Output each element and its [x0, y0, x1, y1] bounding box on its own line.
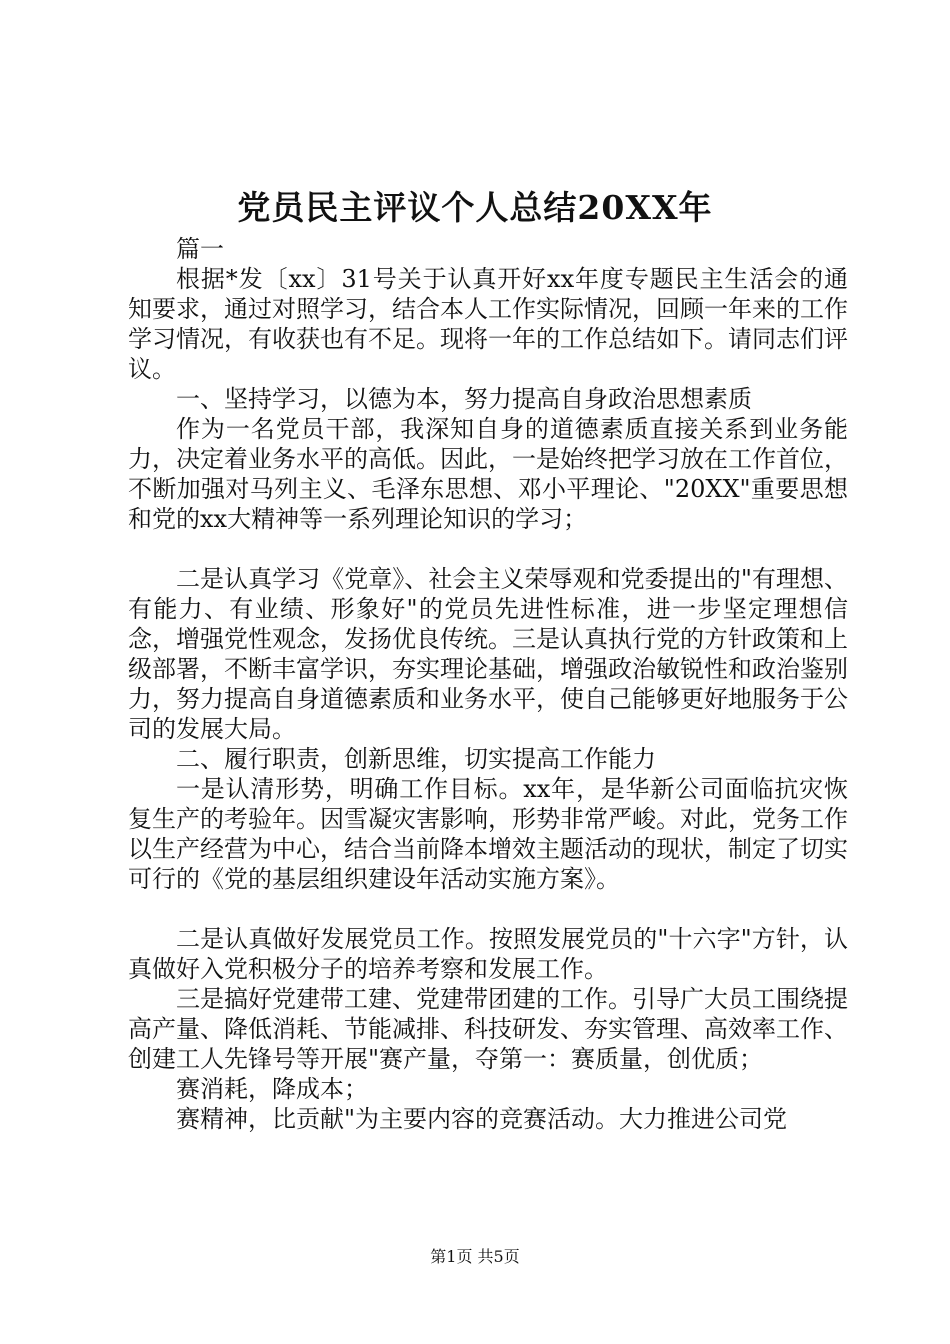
body-paragraph: 二是认真做好发展党员工作。按照发展党员的"十六字"方针，认真做好入党积极分子的培养考察和发展工作。 [128, 925, 848, 983]
body-paragraph: 一是认清形势，明确工作目标。xx年，是华新公司面临抗灾恢复生产的考验年。因雪凝灾害影响，形势非常严峻。对此，党务工作以生产经营为中心，结合当前降本增效主题活动的现状，制定了切实可行的《党的基层组织建设年活动实施方案》。 [128, 775, 848, 893]
body-paragraph: 赛消耗，降成本； [176, 1075, 368, 1103]
document-title: 党员民主评议个人总结20XX年 [237, 188, 713, 227]
section-heading: 二、履行职责，创新思维，切实提高工作能力 [176, 745, 656, 773]
document-body [128, 234, 848, 1134]
body-paragraph: 赛精神，比贡献"为主要内容的竞赛活动。大力推进公司党 [176, 1105, 788, 1133]
body-paragraph: 作为一名党员干部，我深知自身的道德素质直接关系到业务能力，决定着业务水平的高低。因此，一是始终把学习放在工作首位，不断加强对马列主义、毛泽东思想、邓小平理论、"20XX"重要思想和党的xx大精神等一系列理论知识的学习； [128, 415, 848, 533]
section-heading: 一、坚持学习，以德为本，努力提高自身政治思想素质 [176, 385, 752, 413]
body-paragraph: 根据*发〔xx〕31号关于认真开好xx年度专题民主生活会的通知要求，通过对照学习，结合本人工作实际情况，回顾一年来的工作学习情况，有收获也有不足。现将一年的工作总结如下。请同志们评议。 [128, 265, 848, 383]
body-paragraph: 三是搞好党建带工建、党建带团建的工作。引导广大员工围绕提高产量、降低消耗、节能减排、科技研发、夯实管理、高效率工作、创建工人先锋号等开展"赛产量，夺第一：赛质量，创优质； [128, 985, 848, 1073]
section-label: 篇一 [176, 235, 224, 263]
page-number: 第1页 共5页 [430, 1247, 520, 1266]
body-paragraph: 二是认真学习《党章》、社会主义荣辱观和党委提出的"有理想、有能力、有业绩、形象好"的党员先进性标准，进一步坚定理想信念，增强党性观念，发扬优良传统。三是认真执行党的方针政策和上级部署，不断丰富学识，夯实理论基础，增强政治敏锐性和政治鉴别力，努力提高自身道德素质和业务水平，使自己能够更好地服务于公司的发展大局。 [128, 565, 848, 743]
